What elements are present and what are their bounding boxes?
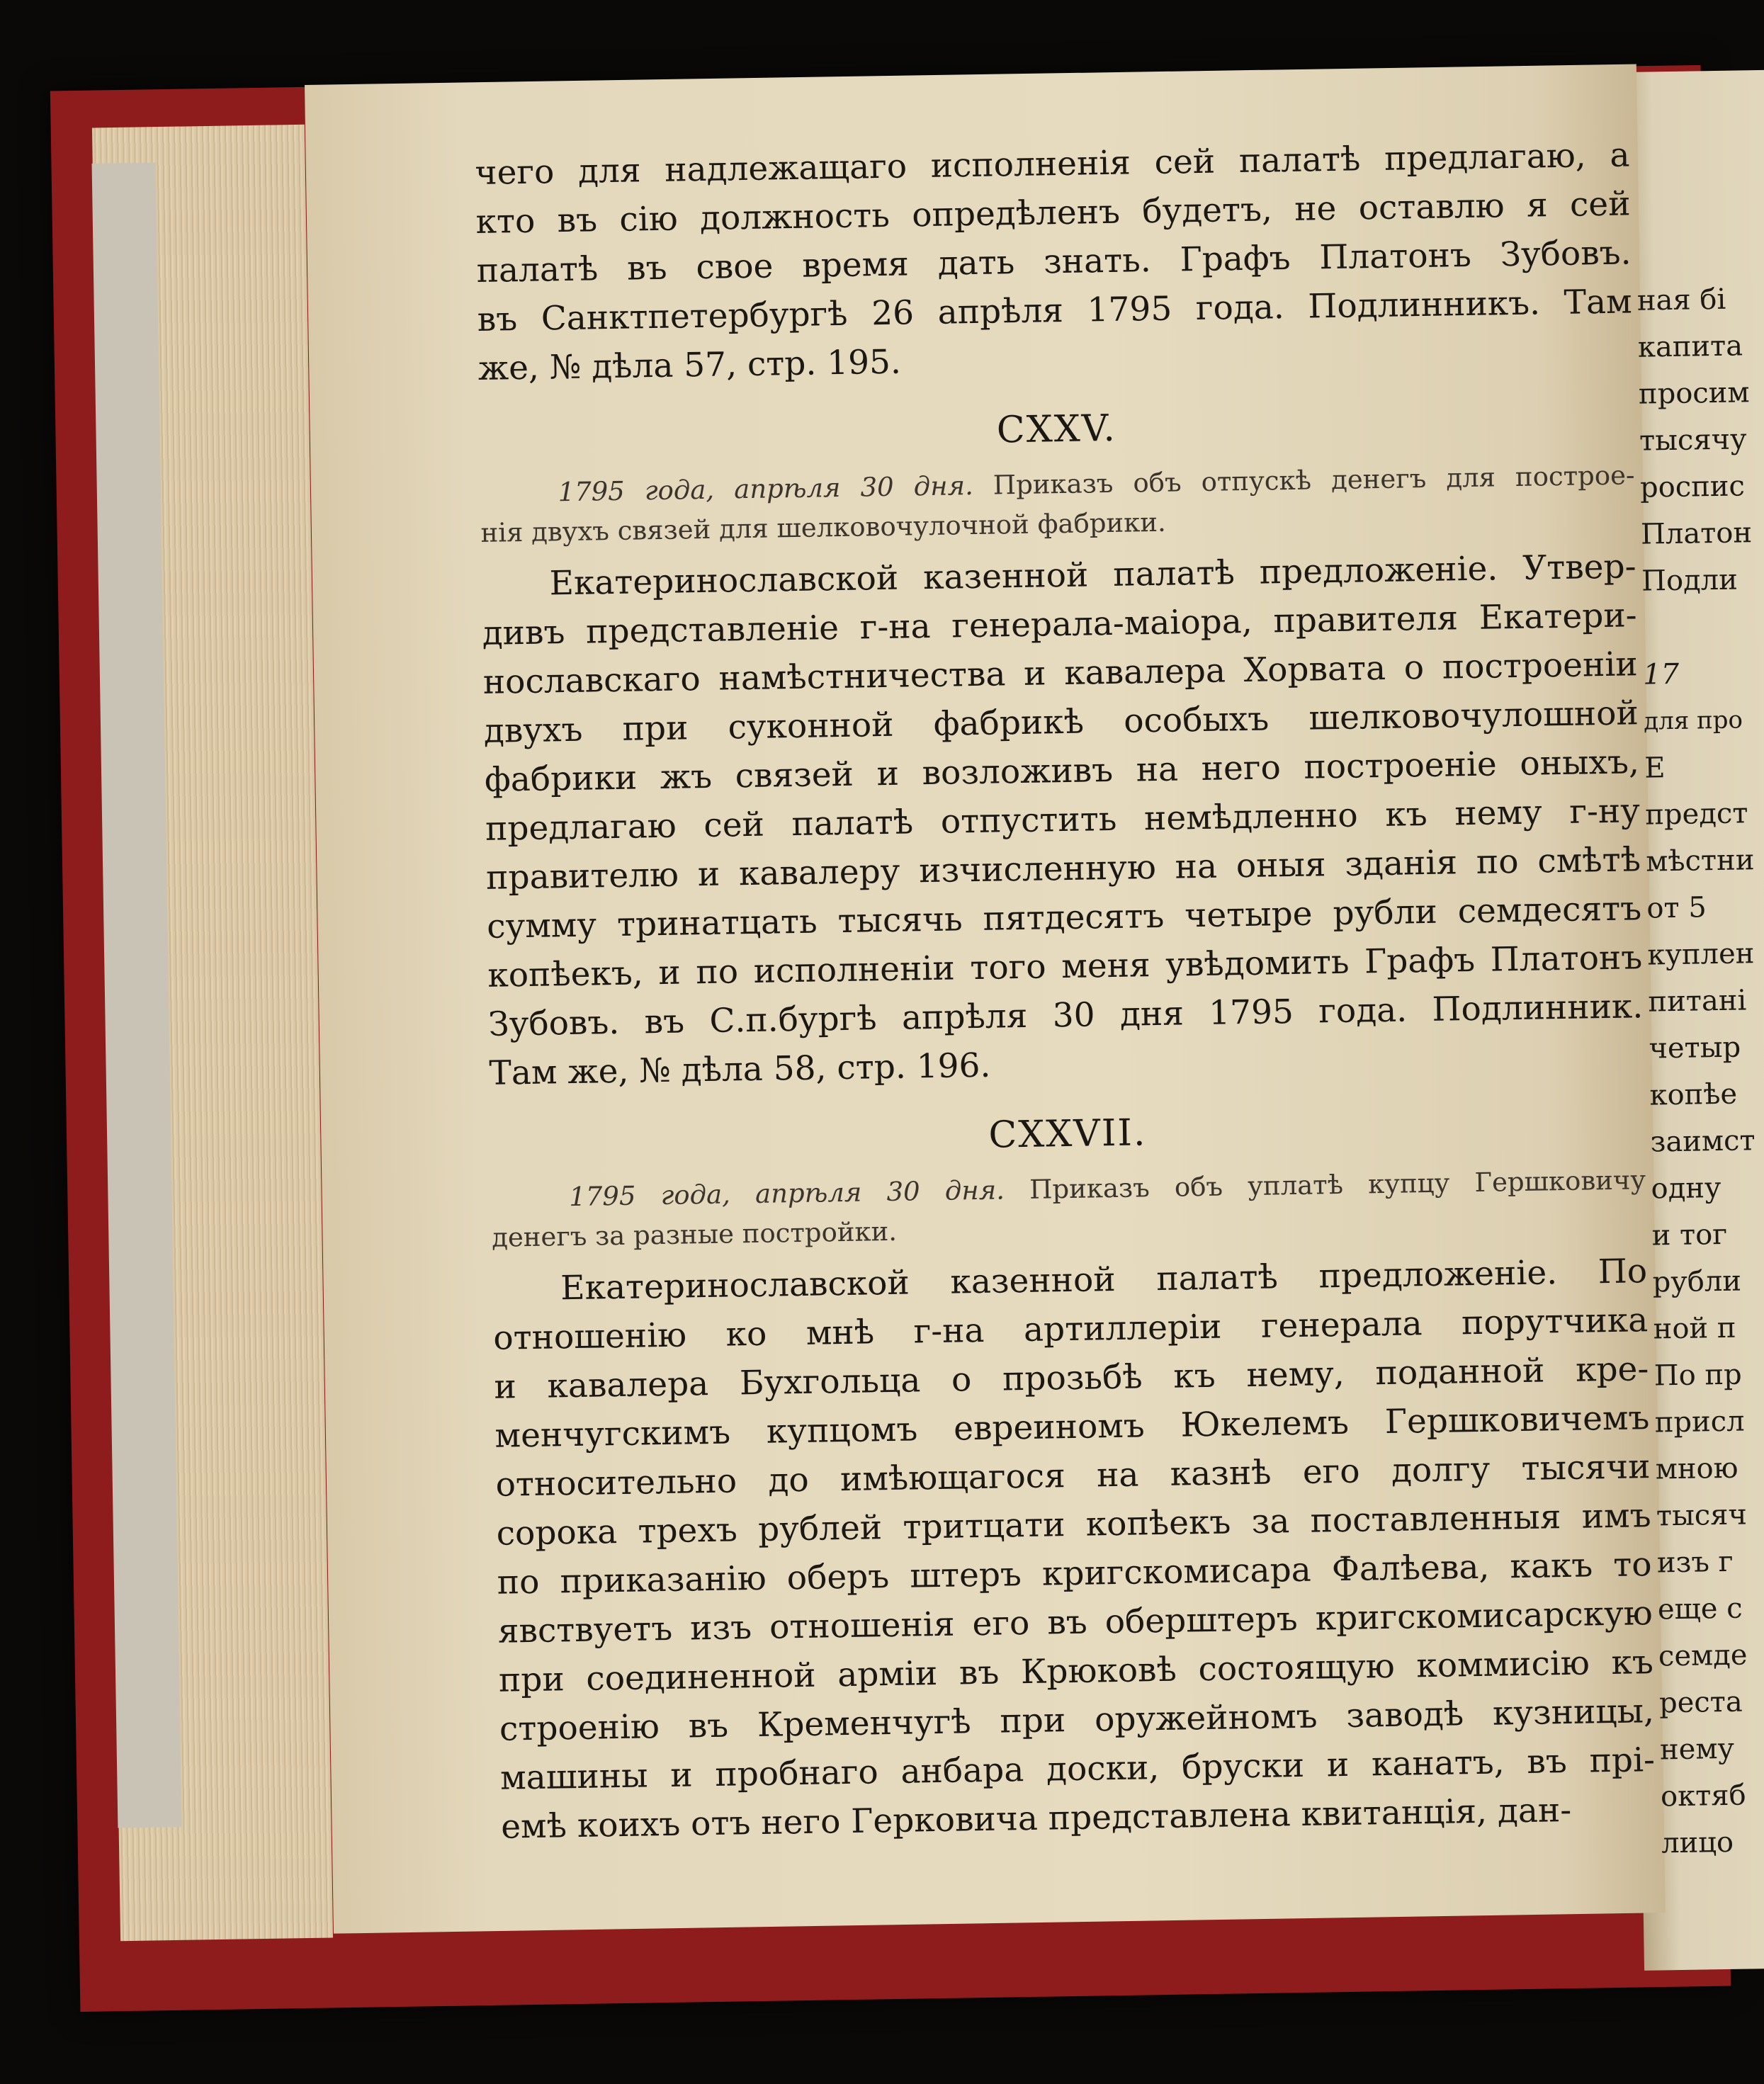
text-line: правителю и кавалеру изчисленную на оныя зданія по смѣтѣ [485, 840, 1641, 897]
facing-page-line-fragment: ной п [1653, 1311, 1736, 1346]
facing-page-line-fragment: от 5 [1646, 891, 1707, 925]
facing-page-line-fragment: тысяч [1656, 1498, 1748, 1533]
text-line: явствуетъ изъ отношенія его въ оберштеръ кригскомисарскую [497, 1594, 1653, 1651]
facing-page-line-fragment: роспис [1639, 470, 1746, 504]
facing-page-line-fragment: Платон [1640, 516, 1753, 551]
facing-page-line-fragment: реста [1658, 1685, 1743, 1720]
text-line: строенію въ Кременчугѣ при оружейномъ заводѣ кузницы, [499, 1692, 1655, 1749]
text-line: менчугскимъ купцомъ евреиномъ Юкелемъ Гершковичемъ [494, 1398, 1650, 1456]
text-line: фабрики жъ связей и возложивъ на него построеніе оныхъ, [484, 742, 1640, 800]
facing-page-line-fragment: семде [1658, 1638, 1748, 1673]
text-line: двухъ при суконной фабрикѣ особыхъ шелковочулошной [483, 693, 1639, 751]
summary-date: 1795 года, апрѣля 30 дня. [568, 1174, 1005, 1213]
text-line: по приказанію оберъ штеръ кригскомисара Фалѣева, какъ то [497, 1545, 1653, 1602]
facing-page-line-fragment: Подли [1641, 563, 1738, 598]
text-line: кто въ сію должность опредѣленъ будетъ, не оставлю я сей [475, 184, 1631, 242]
facing-page-line-fragment: для про [1643, 706, 1743, 736]
text-line: въ Санктпетербургѣ 26 апрѣля 1795 года. Подлинникъ. Там [477, 282, 1633, 339]
facing-page-line-fragment: Е [1644, 752, 1666, 785]
facing-page-line-fragment: нему [1659, 1732, 1735, 1767]
facing-page-line-fragment: мною [1655, 1451, 1738, 1486]
facing-page-line-fragment: ная бі [1636, 283, 1726, 317]
document-number-heading: CXXVII. [988, 1111, 1147, 1157]
text-line: сумму тринатцать тысячь пятдесятъ четыре рубли семдесятъ [486, 889, 1642, 946]
text-line: копѣекъ, и по исполненіи того меня увѣдомить Графъ Платонъ [487, 938, 1643, 995]
facing-page-line-fragment: изъ г [1656, 1545, 1734, 1580]
text-line: машины и пробнаго анбара доски, бруски и канатъ, въ прі- [499, 1740, 1656, 1798]
facing-page-line-fragment: и тог [1651, 1218, 1728, 1252]
text-line: и кавалера Бухгольца о прозьбѣ къ нему, поданной кре- [494, 1349, 1649, 1407]
facing-page-line-fragment: еще с [1657, 1592, 1743, 1626]
paragraph [481, 542, 1644, 1098]
document-number-heading: CXXV. [996, 407, 1117, 452]
text-line: при соединенной арміи въ Крюковѣ состоящую коммисію къ [498, 1643, 1654, 1700]
facing-page-line-fragment: просим [1638, 376, 1750, 411]
summary-text: Приказъ объ уплатѣ купцу Гершковичу [1029, 1165, 1646, 1205]
paragraph [475, 130, 1633, 393]
facing-page-line-fragment: питані [1648, 984, 1747, 1019]
facing-page-line-fragment: копѣе [1649, 1077, 1738, 1112]
facing-page-line-fragment: рубли [1652, 1264, 1742, 1299]
facing-page-line-fragment: октяб [1660, 1779, 1746, 1813]
text-line: предлагаю сей палатѣ отпустить немѣдленно къ нему г-ну [485, 791, 1641, 849]
summary-line: нія двухъ связей для шелковочулочной фабрики. [480, 506, 1167, 548]
facing-page-line-fragment: мѣстни [1645, 844, 1755, 878]
text-line: отношенію ко мнѣ г-на артиллеріи генерала порутчика [492, 1301, 1649, 1358]
paragraph [492, 1247, 1656, 1852]
facing-page-line-fragment: куплен [1647, 937, 1755, 972]
facing-page-line-fragment: тысячу [1639, 423, 1747, 458]
main-page-text [475, 130, 1656, 1851]
text-line: Екатеринославской казенной палатѣ предложеніе. Утвер- [549, 547, 1636, 604]
facing-page-line-fragment: лицо [1661, 1825, 1734, 1860]
text-line: же, № дѣла 57, стр. 195. [477, 342, 902, 388]
text-line: чего для надлежащаго исполненія сей палатѣ предлагаю, а [475, 135, 1630, 193]
text-line: относительно до имѣющагося на казнѣ его долгу тысячи [495, 1447, 1651, 1505]
text-line: емѣ коихъ отъ него Герковича представлена квитанція, дан- [500, 1790, 1572, 1847]
facing-page-line-fragment [1642, 603, 1764, 652]
text-line: нославскаго намѣстничества и кавалера Хорвата о построеніи [482, 645, 1639, 702]
facing-page-line-fragment: заимст [1650, 1124, 1755, 1159]
text-line: сорока трехъ рублей тритцати копѣекъ за поставленныя имъ [496, 1496, 1651, 1553]
summary-date: 1795 года, апрѣля 30 дня. [558, 470, 974, 508]
text-line: Там же, № дѣла 58, стр. 196. [489, 1046, 991, 1093]
facing-page-line-fragment: По пр [1653, 1358, 1743, 1393]
facing-page-line-fragment: присл [1654, 1405, 1745, 1439]
text-line: Зубовъ. въ С.п.бургѣ апрѣля 30 дня 1795 года. Подлинник. [487, 987, 1644, 1044]
facing-page-line-fragment: капита [1637, 329, 1743, 364]
facing-page-line-fragment: одну [1651, 1171, 1721, 1206]
summary-line: денегъ за разные постройки. [491, 1216, 898, 1253]
text-line: палатѣ въ свое время дать знать. Графъ Платонъ Зубовъ. [476, 233, 1632, 290]
facing-page-line-fragment: предст [1644, 797, 1748, 832]
text-line: дивъ представленіе г-на генерала-маіора, правителя Екатери- [482, 596, 1637, 653]
text-line: Екатеринославской казенной палатѣ предложеніе. По [560, 1252, 1648, 1308]
facing-page-line-fragment: четыр [1649, 1031, 1741, 1065]
summary-text: Приказъ объ отпускѣ денегъ для построе- [993, 460, 1635, 501]
facing-page-line-fragment: 17 [1642, 657, 1680, 691]
